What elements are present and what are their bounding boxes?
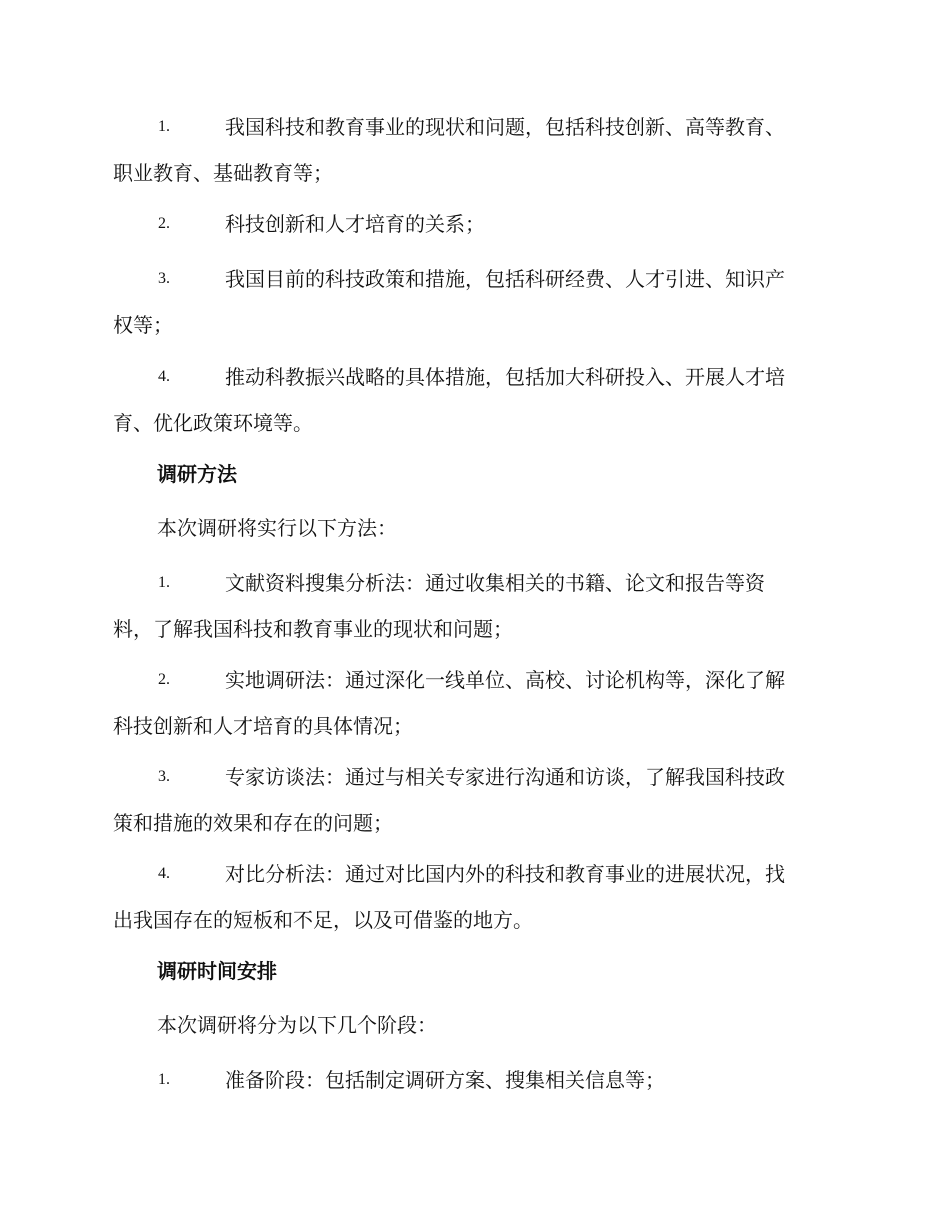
list-item (113, 354, 835, 446)
list-item (113, 851, 835, 943)
list-item (113, 256, 835, 348)
methods-intro: 本次调研将实行以下方法： (157, 516, 397, 540)
list-item-text-continuation: 育、优化政策环境等。 (113, 411, 313, 435)
list-item-text: 准备阶段：包括制定调研方案、搜集相关信息等； (225, 1068, 665, 1092)
list-number: 3. (158, 768, 170, 785)
list-item-text-continuation: 策和措施的效果和存在的问题； (113, 811, 393, 835)
list-number: 4. (158, 865, 170, 882)
schedule-intro: 本次调研将分为以下几个阶段： (157, 1013, 437, 1037)
list-item-text: 推动科教振兴战略的具体措施，包括加大科研投入、开展人才培 (225, 365, 785, 389)
list-item-text: 实地调研法：通过深化一线单位、高校、讨论机构等，深化了解 (225, 668, 785, 692)
list-item-text-continuation: 料，了解我国科技和教育事业的现状和问题； (113, 617, 513, 641)
list-item (113, 657, 835, 749)
list-item (113, 754, 835, 846)
list-item (113, 104, 835, 196)
section-heading-schedule: 调研时间安排 (157, 959, 277, 983)
list-number: 1. (158, 574, 170, 591)
list-number: 2. (158, 215, 170, 232)
list-item (113, 201, 835, 247)
section-heading-methods: 调研方法 (157, 462, 237, 486)
list-number: 1. (158, 118, 170, 135)
list-number: 3. (158, 270, 170, 287)
list-item-text: 对比分析法：通过对比国内外的科技和教育事业的进展状况，找 (225, 862, 785, 886)
list-item-text: 我国目前的科技政策和措施，包括科研经费、人才引进、知识产 (225, 267, 785, 291)
list-item-text: 科技创新和人才培育的关系； (225, 212, 485, 236)
list-item-text-continuation: 职业教育、基础教育等； (113, 161, 333, 185)
list-number: 4. (158, 368, 170, 385)
list-item-text-continuation: 出我国存在的短板和不足，以及可借鉴的地方。 (113, 908, 533, 932)
list-item (113, 1057, 835, 1103)
list-number: 1. (158, 1071, 170, 1088)
list-item-text-continuation: 权等； (113, 313, 173, 337)
list-item-text-continuation: 科技创新和人才培育的具体情况； (113, 714, 413, 738)
list-number: 2. (158, 671, 170, 688)
list-item-text: 专家访谈法：通过与相关专家进行沟通和访谈，了解我国科技政 (225, 765, 785, 789)
list-item-text: 文献资料搜集分析法：通过收集相关的书籍、论文和报告等资 (225, 571, 765, 595)
list-item-text: 我国科技和教育事业的现状和问题，包括科技创新、高等教育、 (225, 115, 785, 139)
list-item (113, 560, 835, 652)
